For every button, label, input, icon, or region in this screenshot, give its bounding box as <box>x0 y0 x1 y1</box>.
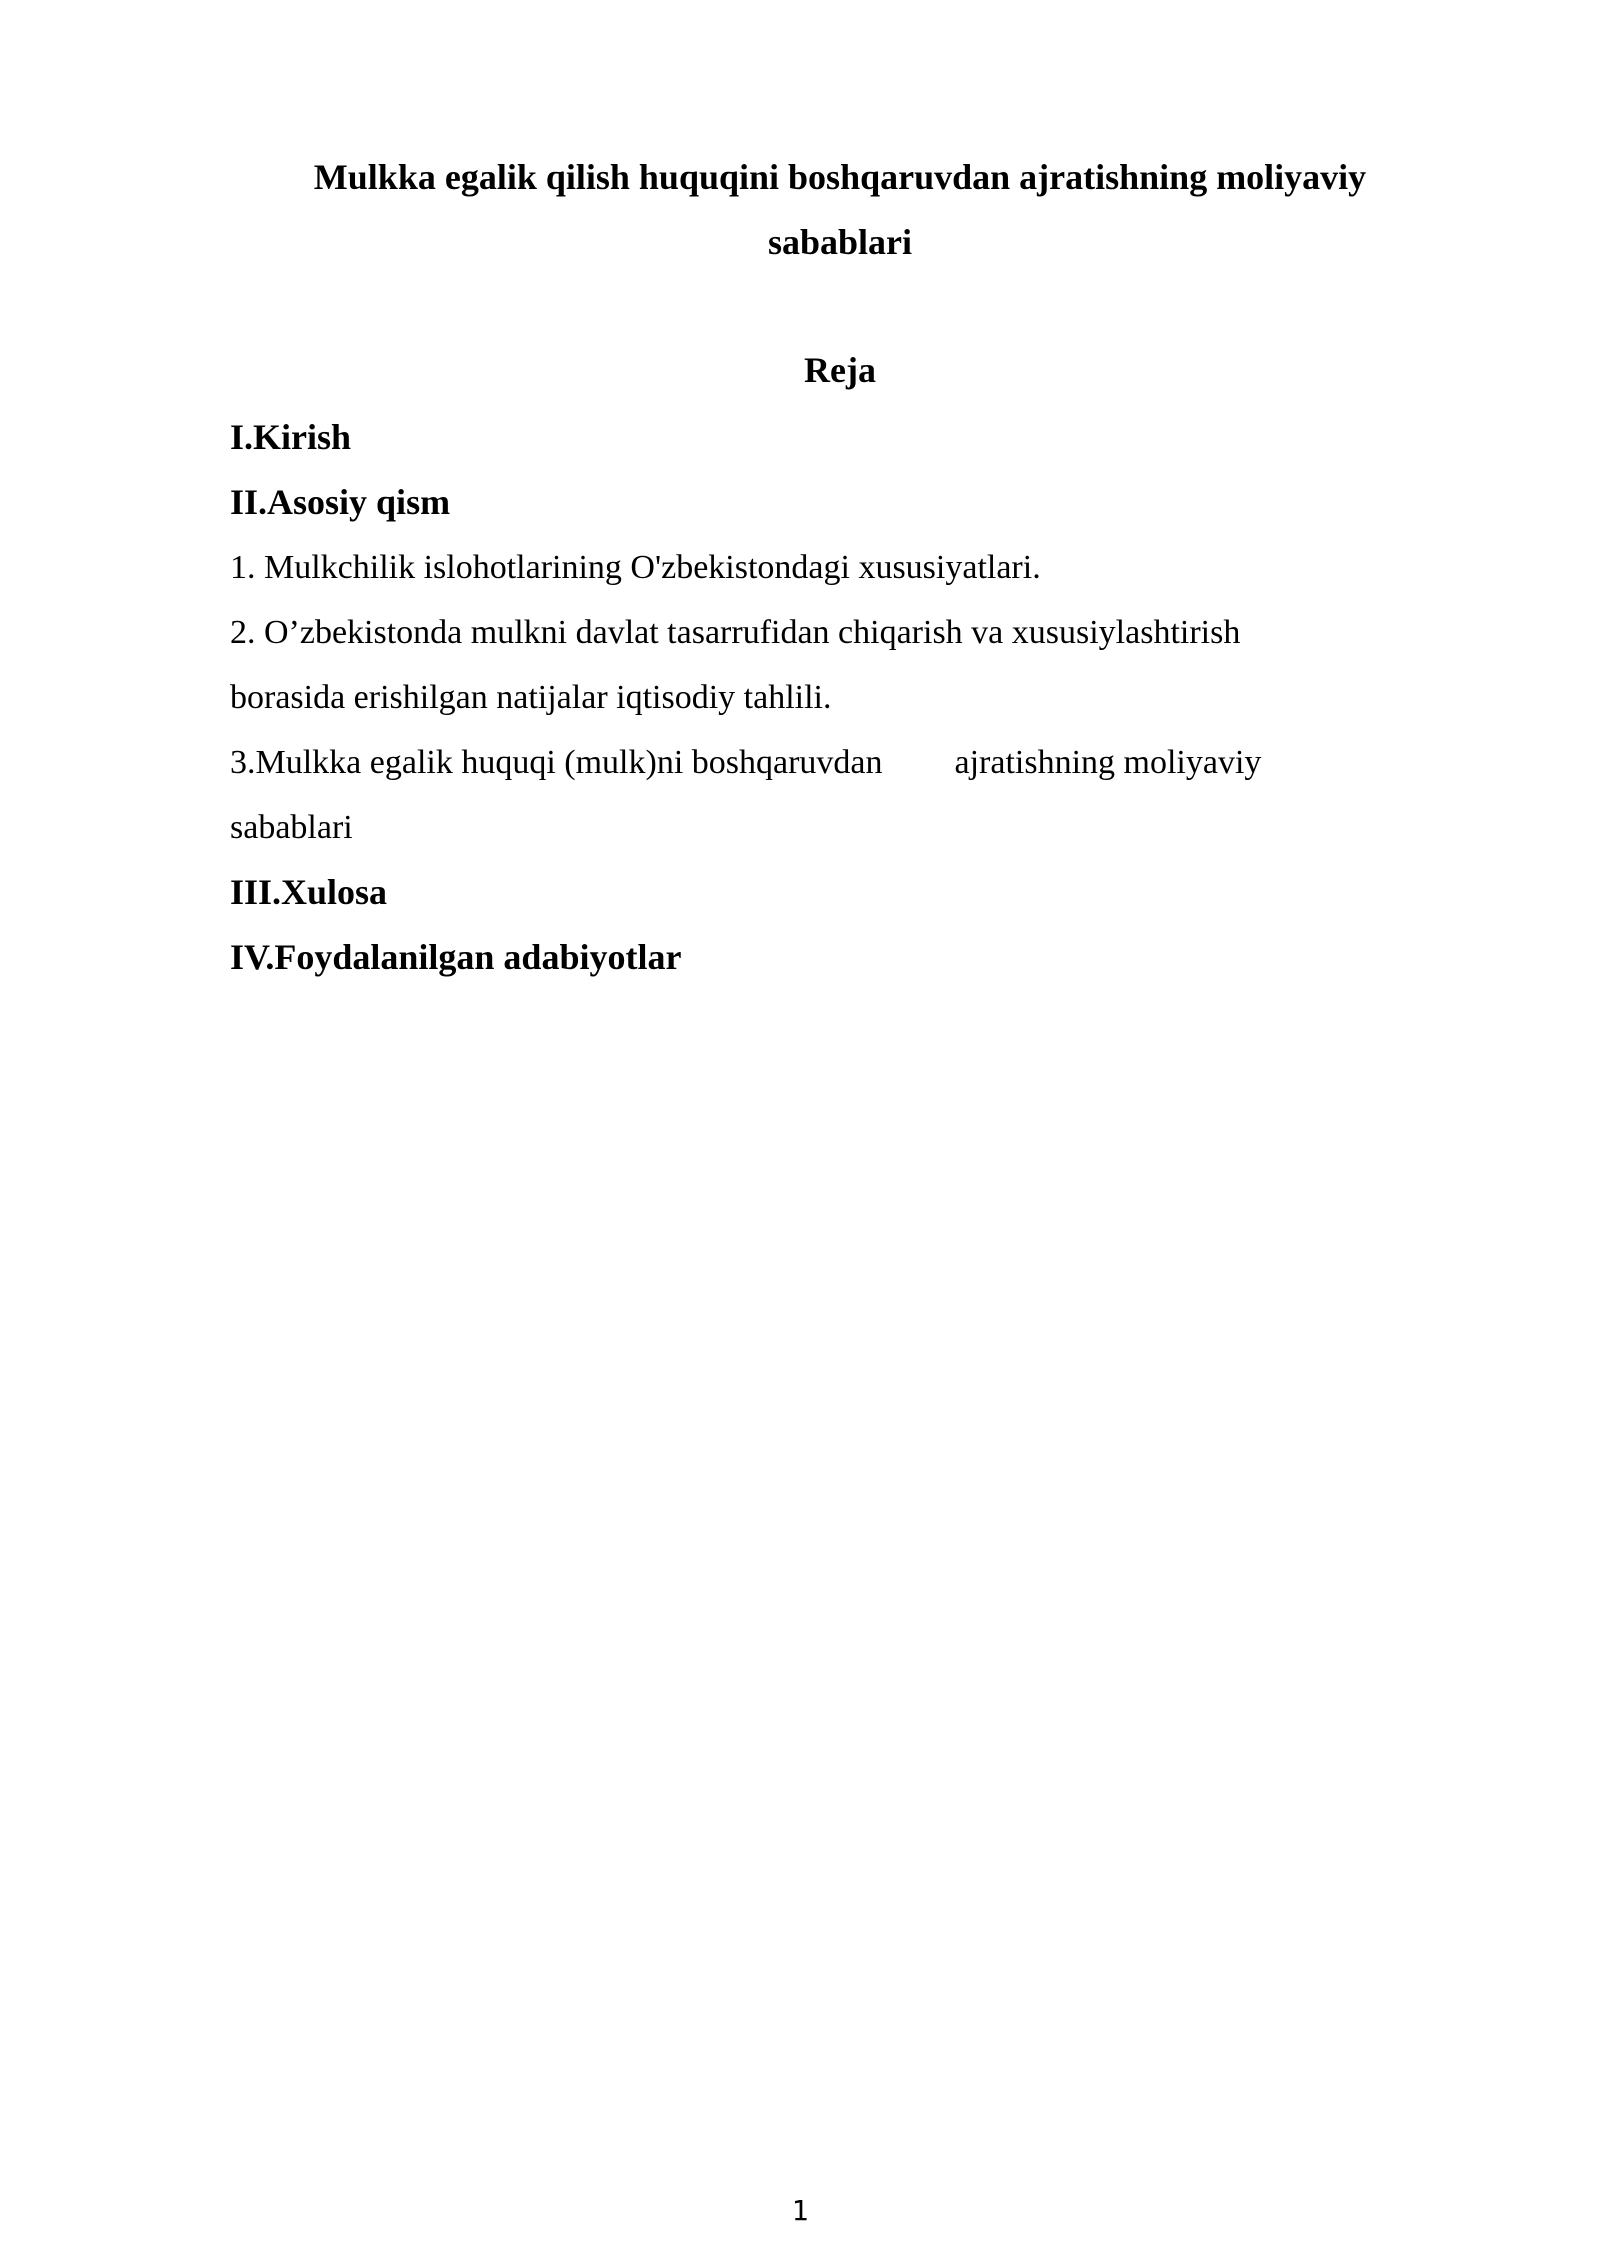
toc-conclusion: III.Xulosa <box>230 872 388 912</box>
document-title-line1: Mulkka egalik qilish huquqini boshqaruvdan ajratishning moliyaviy <box>313 157 1367 197</box>
toc-item-3-part1: 3.Mulkka egalik huquqi (mulk)ni boshqaruvdan <box>230 744 883 781</box>
toc-references: IV.Foydalanilgan adabiyotlar <box>230 937 682 977</box>
toc-intro: I.Kirish <box>230 417 352 457</box>
toc-item-3-line2: sabablari <box>230 809 353 846</box>
toc-item-1: 1. Mulkchilik islohotlarining O'zbekistondagi xususiyatlari. <box>230 549 1041 586</box>
plan-heading: Reja <box>804 350 876 390</box>
toc-item-2-line2: borasida erishilgan natijalar iqtisodiy tahlili. <box>230 679 832 716</box>
table-of-contents <box>230 405 1390 990</box>
toc-item-2-line1: 2. O’zbekistonda mulkni davlat tasarrufidan chiqarish va xususiylashtirish <box>230 614 1241 651</box>
document-title-line2: sabablari <box>767 222 913 262</box>
document-title <box>230 145 1450 275</box>
toc-item-3-part2: ajratishning moliyaviy <box>954 744 1262 781</box>
toc-main-part: II.Asosiy qism <box>230 482 451 522</box>
page-number: 1 <box>791 2194 809 2227</box>
toc-item-3-line1 <box>230 730 1390 795</box>
